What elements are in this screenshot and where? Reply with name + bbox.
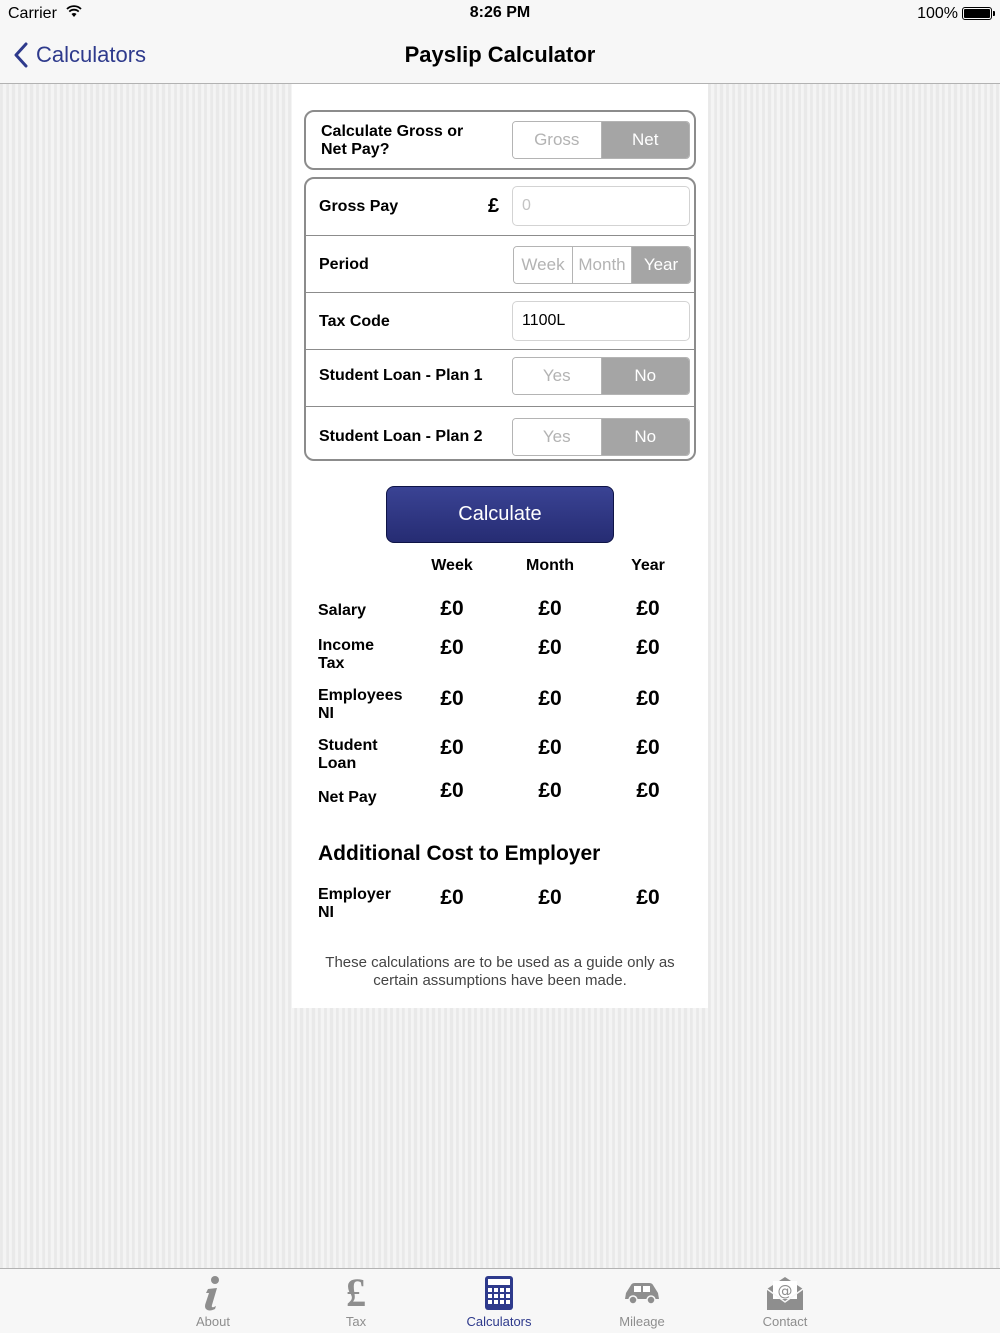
student-loan-year-value: £0 xyxy=(636,736,660,759)
currency-symbol: £ xyxy=(488,195,500,217)
net-pay-month-value: £0 xyxy=(538,779,562,802)
disclaimer-text: These calculations are to be used as a guide only as certain assumptions have been made. xyxy=(325,954,675,989)
tab-bar xyxy=(0,1268,1000,1333)
period-month-option[interactable]: Month xyxy=(572,247,631,283)
net-pay-week-value: £0 xyxy=(440,779,464,802)
inputs-card xyxy=(304,177,696,461)
student-loan-plan1-label: Student Loan - Plan 1 xyxy=(319,367,483,384)
gross-pay-label: Gross Pay xyxy=(319,198,399,215)
gross-pay-row xyxy=(306,179,694,235)
student-loan-plan1-control[interactable] xyxy=(512,357,690,395)
info-icon xyxy=(193,1273,233,1313)
student-loan-plan2-row xyxy=(306,406,694,461)
column-header-month: Month xyxy=(526,557,574,574)
employer-ni-label: Employer NI xyxy=(318,886,391,921)
tab-tax[interactable] xyxy=(301,1269,411,1333)
mode-segmented-control[interactable] xyxy=(512,121,690,159)
mode-label: Calculate Gross or Net Pay? xyxy=(321,123,464,158)
tab-mileage[interactable] xyxy=(587,1269,697,1333)
back-button-label: Calculators xyxy=(36,42,147,67)
student-loan-plan2-control[interactable] xyxy=(512,418,690,456)
net-pay-year-value: £0 xyxy=(636,779,660,802)
salary-week-value: £0 xyxy=(440,597,464,620)
tax-code-label: Tax Code xyxy=(319,313,390,330)
column-header-year: Year xyxy=(631,557,665,574)
envelope-icon xyxy=(765,1273,805,1313)
income-tax-week-value: £0 xyxy=(440,636,464,659)
tab-contact[interactable] xyxy=(730,1269,840,1333)
plan1-yes-option[interactable]: Yes xyxy=(513,358,601,394)
calculator-icon xyxy=(479,1273,519,1313)
page-title: Payslip Calculator xyxy=(404,42,596,67)
student-loan-plan2-label: Student Loan - Plan 2 xyxy=(319,428,483,445)
plan2-no-option[interactable]: No xyxy=(601,419,690,455)
salary-year-value: £0 xyxy=(636,597,660,620)
employer-ni-month-value: £0 xyxy=(538,886,562,909)
employees-ni-year-value: £0 xyxy=(636,687,660,710)
battery-icon xyxy=(962,7,992,20)
period-segmented-control[interactable] xyxy=(513,246,691,284)
employer-ni-year-value: £0 xyxy=(636,886,660,909)
status-time: 8:26 PM xyxy=(469,4,531,21)
status-bar xyxy=(0,0,1000,28)
gross-pay-input[interactable] xyxy=(512,186,690,226)
salary-month-value: £0 xyxy=(538,597,562,620)
student-loan-month-value: £0 xyxy=(538,736,562,759)
calculator-panel xyxy=(292,84,708,1008)
employees-ni-month-value: £0 xyxy=(538,687,562,710)
tax-code-input[interactable] xyxy=(512,301,690,341)
car-icon xyxy=(622,1273,662,1313)
student-loan-plan1-row xyxy=(306,349,694,406)
employees-ni-week-value: £0 xyxy=(440,687,464,710)
tab-contact-label: Contact xyxy=(762,1314,808,1329)
salary-label: Salary xyxy=(318,602,367,619)
plan2-yes-option[interactable]: Yes xyxy=(513,419,601,455)
tab-mileage-label: Mileage xyxy=(619,1314,665,1329)
plan1-no-option[interactable]: No xyxy=(601,358,690,394)
employees-ni-label: Employees NI xyxy=(318,687,403,722)
net-pay-label: Net Pay xyxy=(318,789,377,806)
tab-tax-label: Tax xyxy=(345,1314,367,1329)
mode-card xyxy=(304,110,696,170)
income-tax-year-value: £0 xyxy=(636,636,660,659)
income-tax-month-value: £0 xyxy=(538,636,562,659)
student-loan-label: Student Loan xyxy=(318,737,378,772)
pound-icon: £ xyxy=(346,1270,366,1315)
period-label: Period xyxy=(319,256,369,273)
income-tax-label: Income Tax xyxy=(318,637,375,672)
battery-percentage: 100% xyxy=(917,5,958,22)
svg-text:@: @ xyxy=(777,1282,793,1300)
student-loan-week-value: £0 xyxy=(440,736,464,759)
tab-about-label: About xyxy=(196,1314,230,1329)
mode-net-option[interactable]: Net xyxy=(601,122,690,158)
tab-about[interactable] xyxy=(158,1269,268,1333)
calculate-button[interactable]: Calculate xyxy=(386,486,614,543)
navigation-bar xyxy=(0,28,1000,84)
tab-calculators[interactable] xyxy=(444,1269,554,1333)
period-week-option[interactable]: Week xyxy=(514,247,572,283)
mode-gross-option[interactable]: Gross xyxy=(513,122,601,158)
tab-calculators-label: Calculators xyxy=(466,1314,532,1329)
employer-section-title: Additional Cost to Employer xyxy=(318,842,601,865)
tax-code-row xyxy=(306,292,694,349)
period-row xyxy=(306,235,694,292)
employer-ni-week-value: £0 xyxy=(440,886,464,909)
period-year-option[interactable]: Year xyxy=(631,247,690,283)
carrier-label: Carrier xyxy=(8,5,57,22)
column-header-week: Week xyxy=(431,557,473,574)
